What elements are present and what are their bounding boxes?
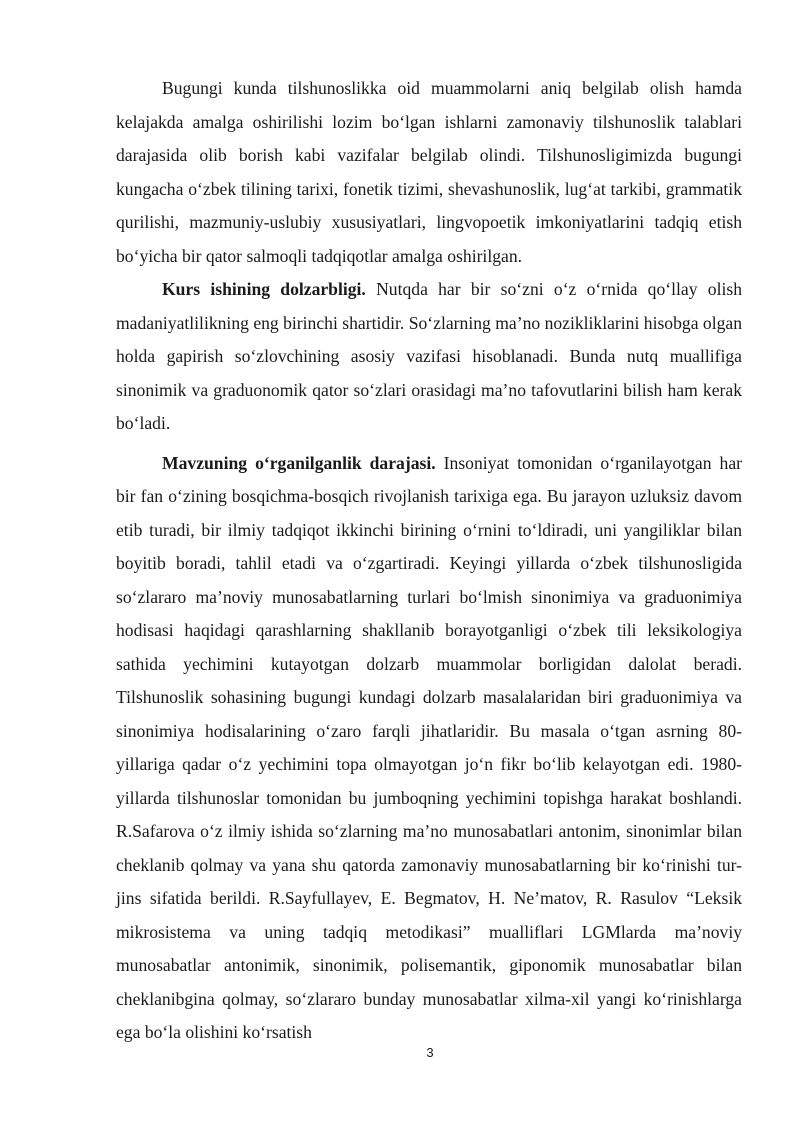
paragraph-study-level (116, 447, 742, 1050)
page-number: 3 (426, 1045, 434, 1060)
paragraph-heading: Kurs ishining dolzarbligi. (162, 279, 366, 299)
paragraph-intro (116, 72, 742, 273)
paragraph-body: Insoniyat tomonidan o‘rganilayotgan har bir fan o‘zining bosqichma-bosqich rivojlanish tarixiga ega. Bu jarayon uzluksiz davom etib turadi, bir ilmiy tadqiqot ikkinchi birining o‘rnini to‘ldiradi, uni yangiliklar bilan boyitib boradi, tahlil etadi va o‘zgartiradi. Keyingi yillarda o‘zbek tilshunosligida so‘zlararo ma’noviy munosabatlarning turlari bo‘lmish sinonimiya va graduonimiya hodisasi haqidagi qarashlarning shakllanib borayotganligi o‘zbek tili leksikologiya sathida yechimini kutayotgan dolzarb muammolar borligidan dalolat beradi. Tilshunoslik sohasining bugungi kundagi dolzarb masalalaridan biri graduonimiya va sinonimiya hodisalarining o‘zaro farqli jihatlaridir. Bu masala o‘tgan asrning 80-yillariga qadar o‘z yechimini topa olmayotgan jo‘n fikr bo‘lib kelayotgan edi. 1980- yillarda tilshunoslar tomonidan bu jumboqning yechimini topishga harakat boshlandi. R.Safarova o‘z ilmiy ishida so‘zlarning ma’no munosabatlari antonim, sinonimlar bilan cheklanib qolmay va yana shu qatorda zamonaviy munosabatlarning bir ko‘rinishi tur-jins sifatida berildi. R.Sayfullayev, E. Begmatov, H. Ne’matov, R. Rasulov “Leksik mikrosistema va uning tadqiq metodikasi” mualliflari LGMlarda ma’noviy munosabatlar antonimik, sinonimik, polisemantik, giponomik munosabatlar bilan cheklanibgina qolmay, so‘zlararo bunday munosabatlar xilma-xil yangi ko‘rinishlarga ega bo‘la olishini ko‘rsatish (116, 452, 742, 1042)
paragraph-body: Nutqda har bir so‘zni o‘z o‘rnida qo‘llay olish madaniyatlilikning eng birinchi shartidir. So‘zlarning ma’no nozikliklarini hisobga olgan holda gapirish so‘zlovchining asosiy vazifasi hisoblanadi. Bunda nutq muallifiga sinonimik va graduonomik qator so‘zlari orasidagi ma’no tafovutlarini bilish ham kerak bo‘ladi. (116, 279, 742, 433)
paragraph-heading: Mavzuning o‘rganilganlik darajasi. (162, 452, 436, 473)
body-text (116, 72, 742, 1050)
paragraph-body: Bugungi kunda tilshunoslikka oid muammolarni aniq belgilab olish hamda kelajakda amalga oshirilishi lozim bo‘lgan ishlarni zamonaviy tilshunoslik talablari darajasida olib borish kabi vazifalar belgilab olindi. Tilshunosligimizda bugungi kungacha o‘zbek tilining tarixi, fonetik tizimi, shevashunoslik, lug‘at tarkibi, grammatik qurilishi, mazmuniy-uslubiy xususiyatlari, lingvopoetik imkoniyatlarini tadqiq etish bo‘yicha bir qator salmoqli tadqiqotlar amalga oshirilgan. (116, 78, 742, 266)
paragraph-relevance (116, 273, 742, 441)
